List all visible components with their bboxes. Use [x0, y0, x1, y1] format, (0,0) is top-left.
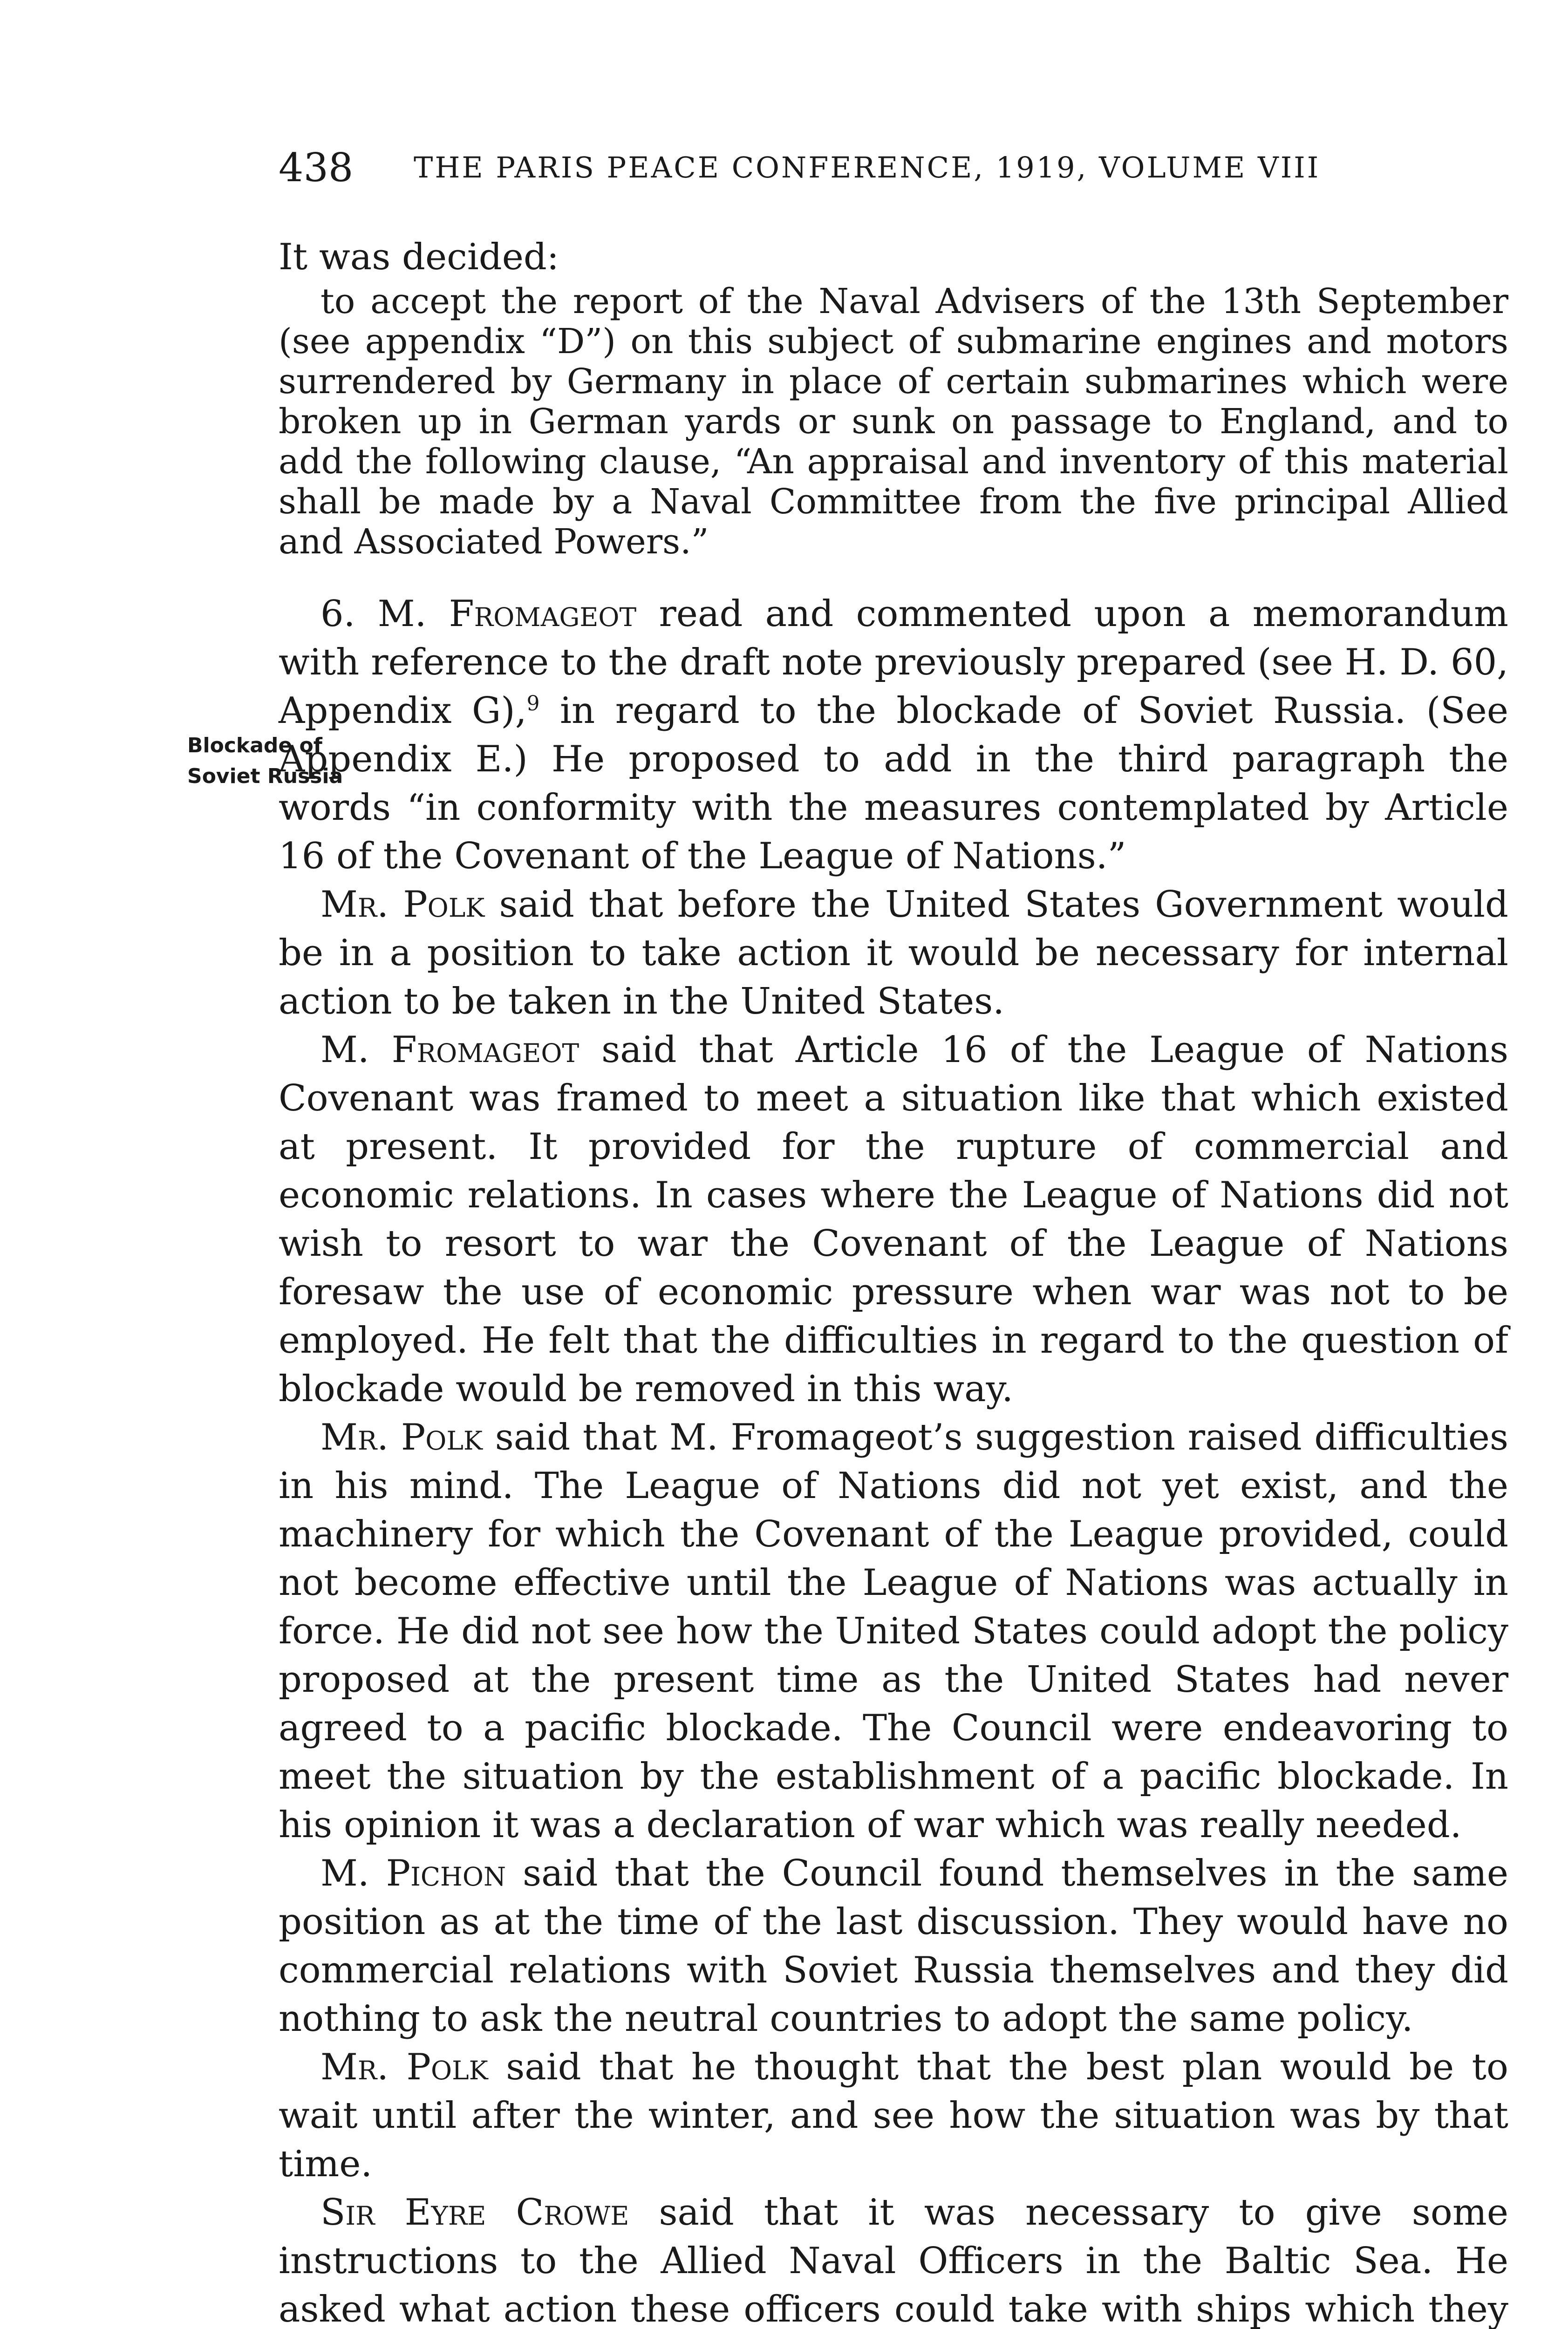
speaker-name: Fromageot — [449, 593, 637, 635]
text-run: in regard to the blockade of Soviet Russia. (See Appendix E.) He proposed to add in the third paragraph the words “in conformity with the measures contemplated by Article 16 of the Covenant of the League of Nations.” — [279, 690, 1508, 877]
text-run: M. — [320, 1029, 392, 1071]
page-number: 438 — [279, 145, 354, 191]
text-run: said that the Council found themselves in the same position as at the time of the last discussion. They would have no commercial relations with Soviet Russia themselves and they did nothing to ask the neutral countries to adopt the same policy. — [279, 1852, 1508, 2040]
text-run: said that he thought that the best plan would be to wait until after the winter, and see how the situation was by that time. — [279, 2046, 1508, 2185]
text-run: read and commented upon a memorandum with reference to the draft note previously prepared (see H. D. 60, Appendix G), — [279, 593, 1508, 732]
paragraph-polk-2 — [279, 1413, 1508, 1849]
margin-note-line: Soviet Russia — [187, 764, 343, 788]
speaker-name: Fromageot — [391, 1029, 579, 1071]
paragraph-fromageot-memorandum — [279, 590, 1508, 880]
text-run: 6. M. — [320, 593, 449, 635]
speaker-name: Mr. Polk — [320, 884, 485, 926]
text-run: said that it was necessary to give some instructions to the Allied Naval Officers in the Baltic Sea. He asked what action these officers could take with ships which they — [279, 2192, 1508, 2329]
speaker-name: Pichon — [386, 1852, 506, 1894]
paragraph-pichon — [279, 1849, 1508, 2043]
running-head: THE PARIS PEACE CONFERENCE, 1919, VOLUME VIII — [414, 150, 1321, 184]
paragraph-fromageot-2 — [279, 1026, 1508, 1413]
speaker-name: Mr. Polk — [320, 2046, 488, 2088]
decision-quote: to accept the report of the Naval Advisers of the 13th September (see appendix “D”) on this subject of submarine engines and motors surrendered by Germany in place of certain submarines which were broken up in German yards or sunk on passage to England, and to add the following clause, “An appraisal and inventory of this material shall be made by a Naval Committee from the five principal Allied and Associated Powers.” — [279, 281, 1508, 562]
paragraph-polk-3 — [279, 2043, 1508, 2188]
footnote-reference: 9 — [526, 692, 540, 715]
paragraph-polk-1 — [279, 880, 1508, 1026]
speaker-name: Sir Eyre Crowe — [320, 2192, 629, 2234]
paragraph-crowe — [279, 2188, 1508, 2329]
body-text — [279, 233, 1508, 2329]
text-run: said that before the United States Government would be in a position to take action it would be necessary for internal action to be taken in the United States. — [279, 884, 1508, 1022]
text-run: said that M. Fromageot’s suggestion raised difficulties in his mind. The League of Nations did not yet exist, and the machinery for which the Covenant of the League provided, could not become effective until the League of Nations was actually in force. He did not see how the United States could adopt the policy proposed at the present time as the United States had never agreed to a pacific blockade. The Council were endeavoring to meet the situation by the establishment of a pacific blockade. In his opinion it was a declaration of war which was really needed. — [279, 1416, 1508, 1846]
page-header — [279, 140, 1508, 196]
speaker-name: Mr. Polk — [320, 1416, 483, 1458]
text-run: said that Article 16 of the League of Nations Covenant was framed to meet a situation like that which existed at present. It provided for the rupture of commercial and economic relations. In cases where the League of Nations did not wish to resort to war the Covenant of the League of Nations foresaw the use of economic pressure when war was not to be employed. He felt that the difficulties in regard to the question of blockade would be removed in this way. — [279, 1029, 1508, 1410]
decision-lead: It was decided: — [279, 236, 559, 278]
margin-note-line: Blockade of — [187, 734, 322, 757]
text-run: M. — [320, 1852, 386, 1894]
